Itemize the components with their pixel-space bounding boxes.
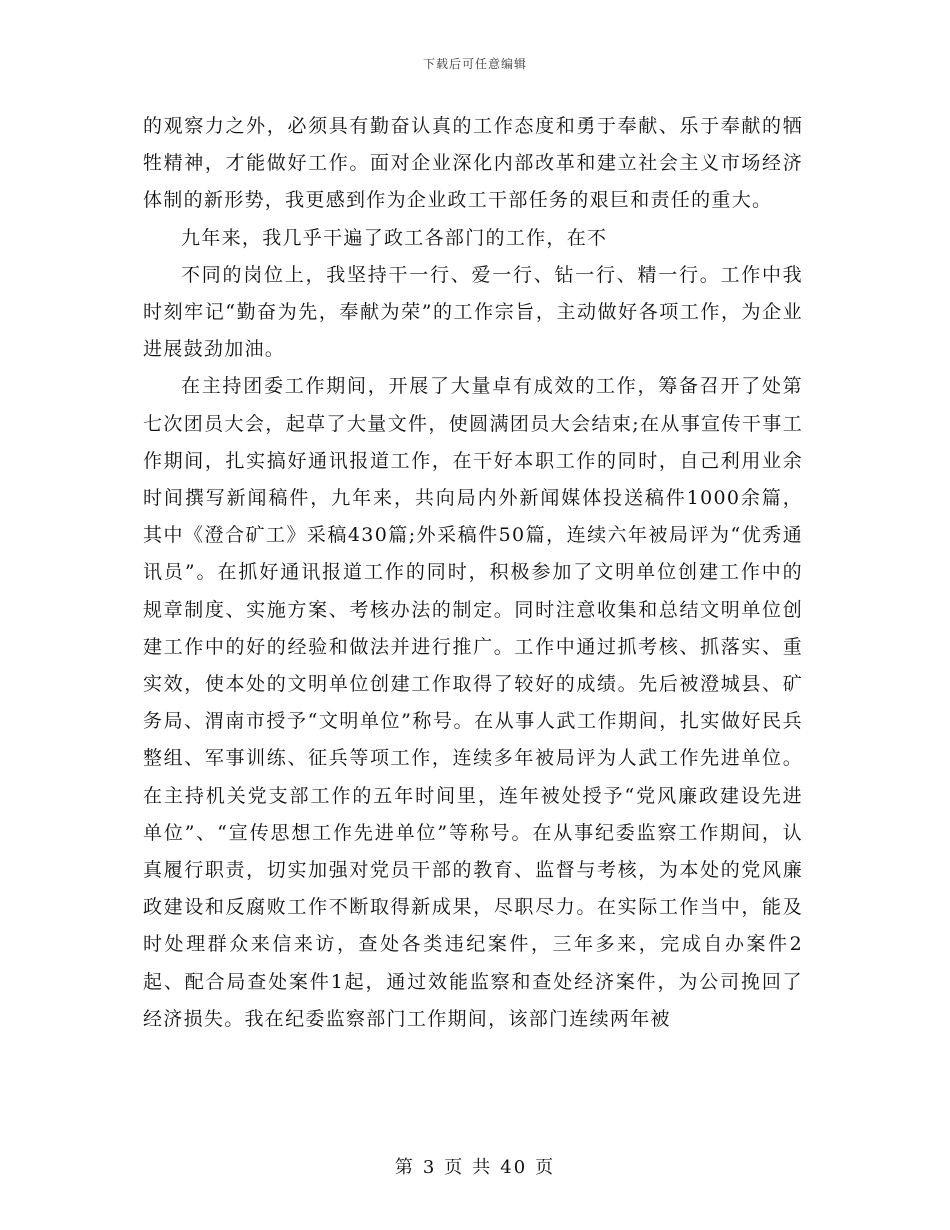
paragraph-3: 不同的岗位上，我坚持干一行、爱一行、钻一行、精一行。工作中我时刻牢记“勤奋为先，奉献为荣”的工作宗旨，主动做好各项工作，为企业进展鼓劲加油。 xyxy=(143,263,803,361)
paragraph-2: 九年来，我几乎干遍了政工各部门的工作，在不 xyxy=(181,226,608,249)
footer-total-pages: 40 xyxy=(500,1157,528,1178)
footer-page-number: 3 xyxy=(422,1157,437,1178)
footer-total-label: 共 xyxy=(472,1157,493,1178)
paragraph-1: 的观察力之外，必须具有勤奋认真的工作态度和勇于奉献、乐于奉献的牺牲精神，才能做好工作。面对企业深化内部改革和建立社会主义市场经济体制的新形势，我更感到作为企业政工干部任务的艰巨和责任的重大。 xyxy=(143,115,803,212)
page-footer xyxy=(0,1153,950,1179)
footer-suffix: 页 xyxy=(535,1157,556,1178)
footer-prefix: 第 xyxy=(394,1157,415,1178)
header-note: 下载后可任意编辑 xyxy=(422,57,527,71)
footer-page-label: 页 xyxy=(444,1157,465,1178)
paragraph-4: 在主持团委工作期间，开展了大量卓有成效的工作，筹备召开了处第七次团员大会，起草了大量文件，使圆满团员大会结束;在从事宣传干事工作期间，扎实搞好通讯报道工作，在干好本职工作的同时，自己利用业余时间撰写新闻稿件，九年来，共向局内外新闻媒体投送稿件1000余篇，其中《澄合矿工》采稿430篇;外采稿件50篇，连续六年被局评为“优秀通讯员”。在抓好通讯报道工作的同时，积极参加了文明单位创建工作中的规章制度、实施方案、考核办法的制定。同时注意收集和总结文明单位创建工作中的好的经验和做法并进行推广。工作中通过抓考核、抓落实、重实效，使本处的文明单位创建工作取得了较好的成绩。先后被澄城县、矿务局、渭南市授予“文明单位”称号。在从事人武工作期间，扎实做好民兵整组、军事训练、征兵等项工作，连续多年被局评为人武工作先进单位。在主持机关党支部工作的五年时间里，连年被处授予“党风廉政建设先进单位”、“宣传思想工作先进单位”等称号。在从事纪委监察工作期间，认真履行职责，切实加强对党员干部的教育、监督与考核，为本处的党风廉政建设和反腐败工作不断取得新成果，尽职尽力。在实际工作当中，能及时处理群众来信来访，查处各类违纪案件，三年多来，完成自办案件2起、配合局查处案件1起，通过效能监察和查处经济案件，为公司挽回了经济损失。我在纪委监察部门工作期间，该部门连续两年被 xyxy=(143,375,803,1030)
document-body xyxy=(143,108,803,1038)
